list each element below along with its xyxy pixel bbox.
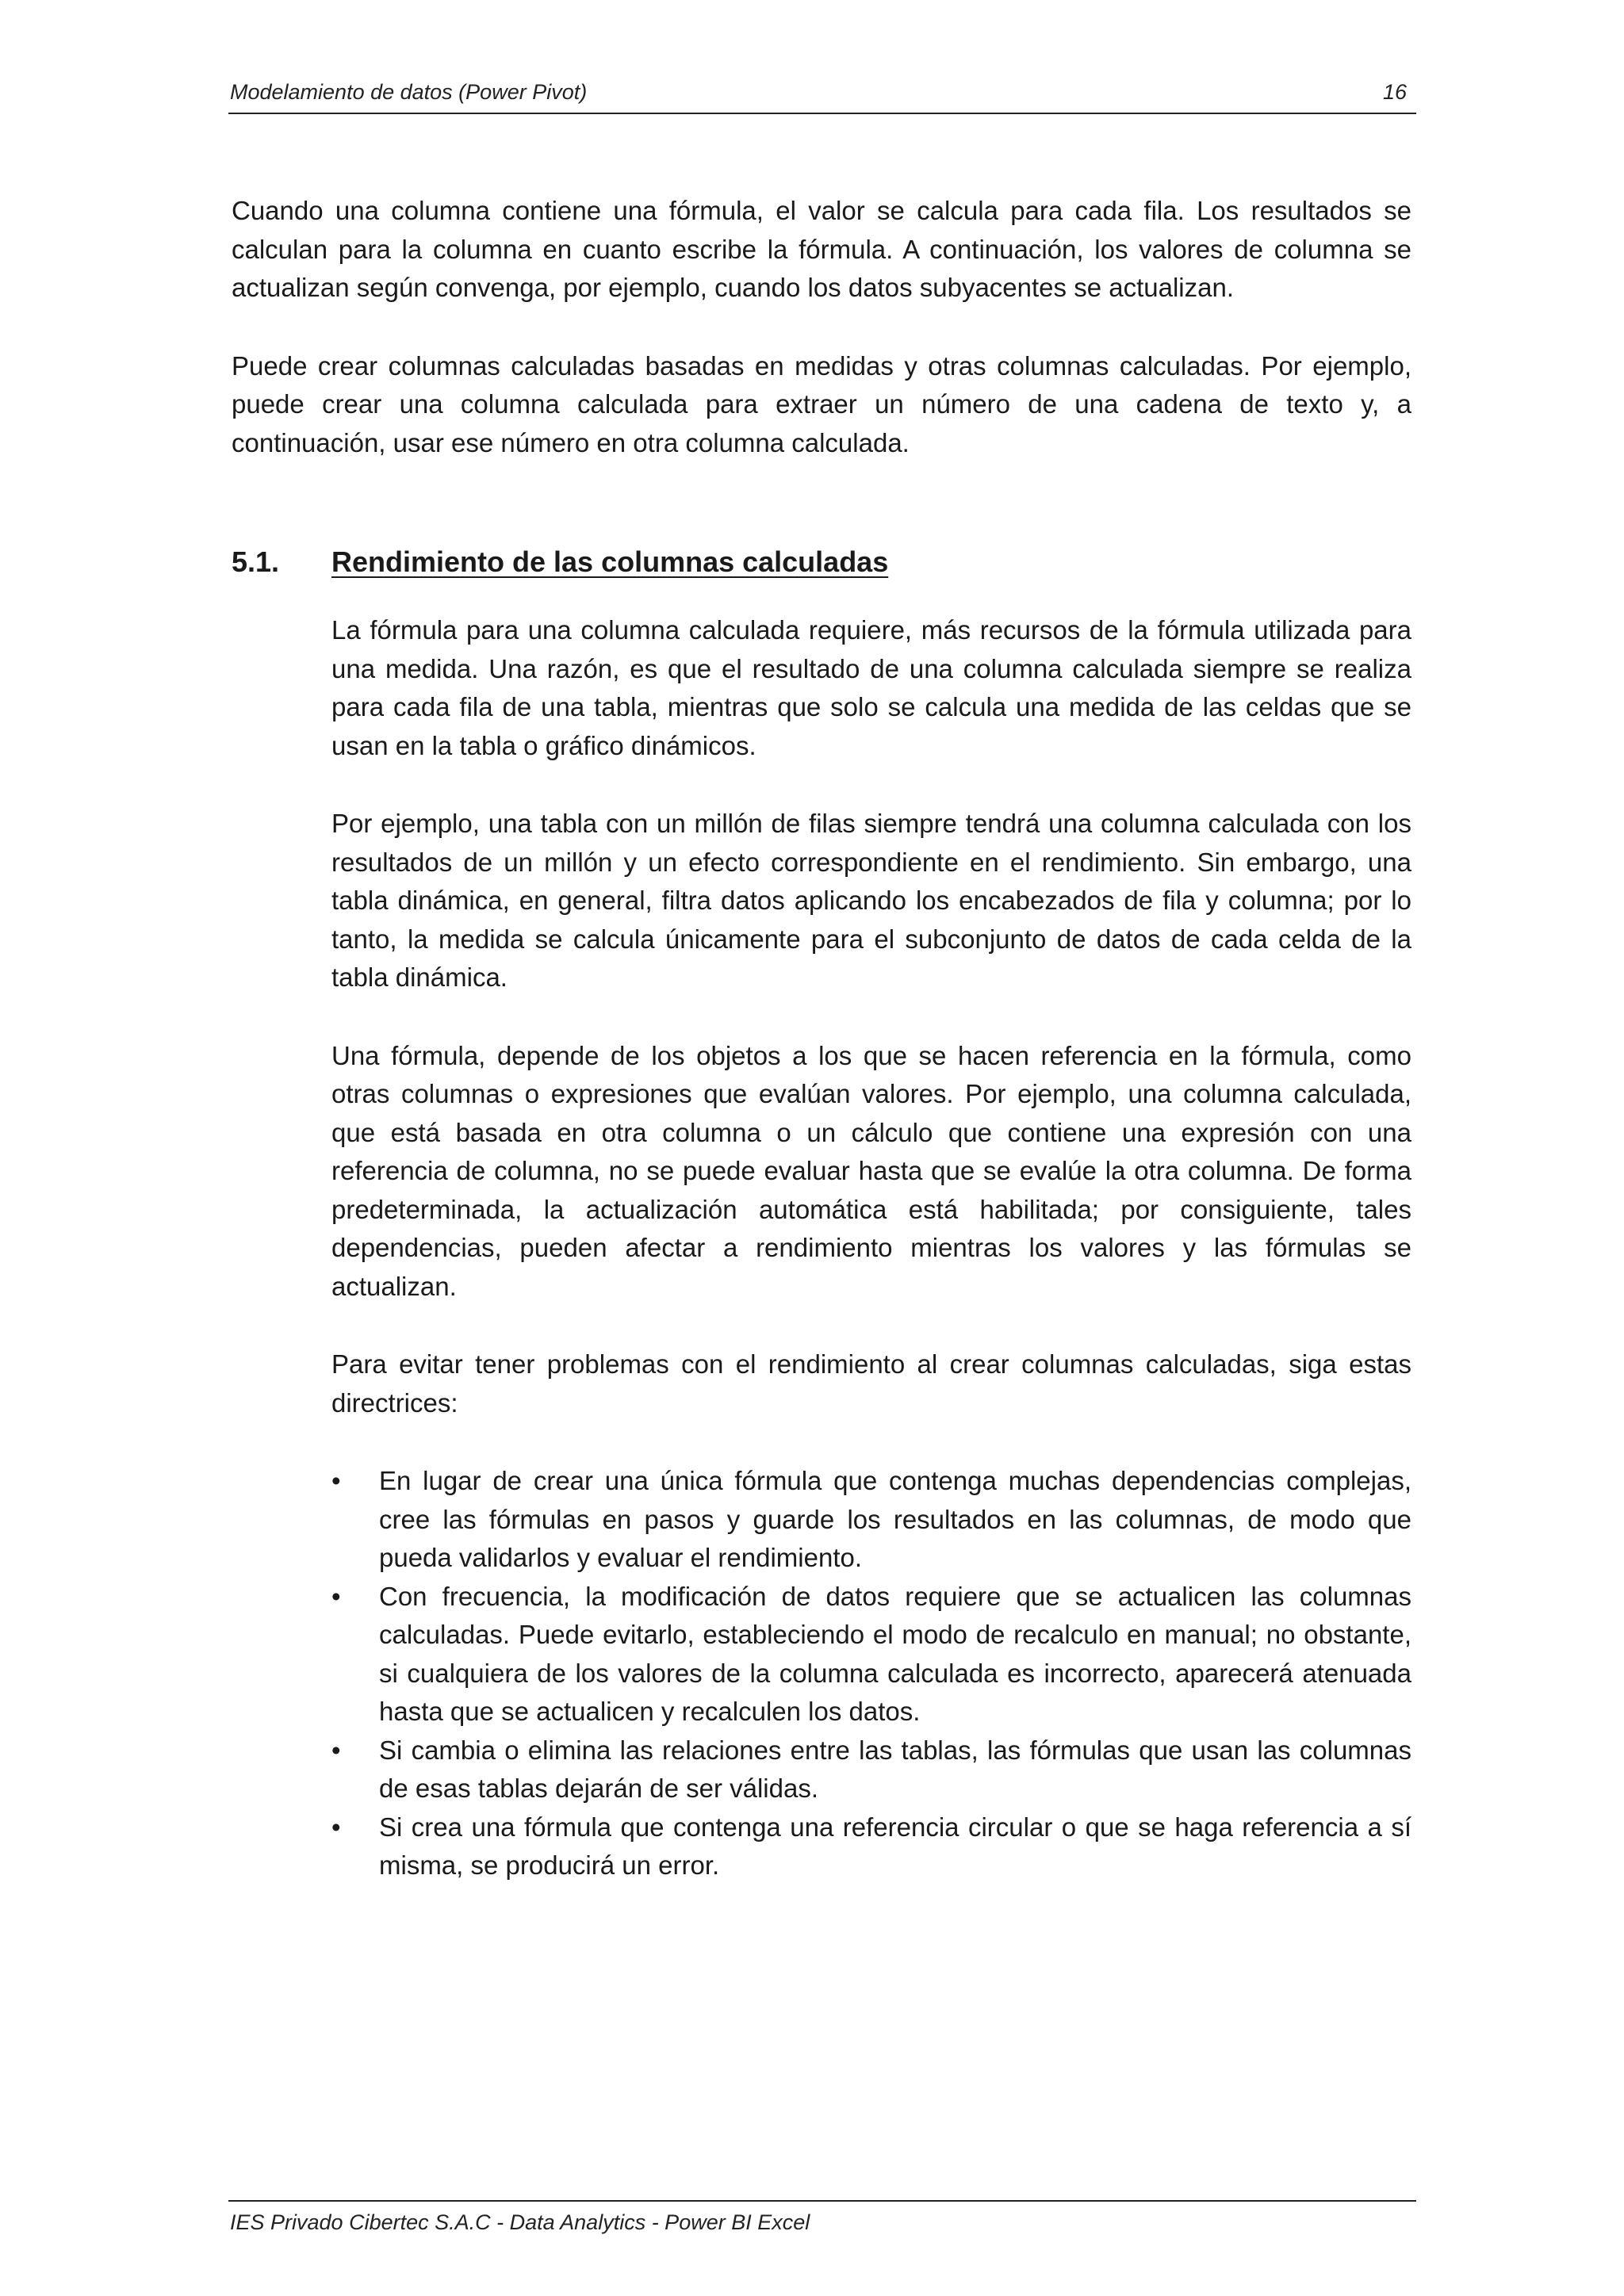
bullet-icon: •	[331, 1812, 341, 1842]
section-paragraph: La fórmula para una columna calculada requiere, más recursos de la fórmula utilizada para una medida. Una razón, es que el resultado de una columna calculada siempre se realiza para cada fila de una tabla, mientras que solo se calcula una medida de las celdas que se usan en la tabla o gráfico dinámicos.	[331, 615, 1411, 760]
bullet-icon: •	[331, 1466, 341, 1495]
section-title: Rendimiento de las columnas calculadas	[331, 545, 889, 578]
bullet-icon: •	[331, 1581, 341, 1611]
list-item-text: Si crea una fórmula que contenga una referencia circular o que se haga referencia a sí misma, se producirá un error.	[379, 1812, 1411, 1880]
section-heading	[232, 541, 1411, 583]
list-item-text: Con frecuencia, la modificación de datos requiere que se actualicen las columnas calculadas. Puede evitarlo, estableciendo el modo de recalculo en manual; no obstante, si cualquiera de los valores de la columna calculada es incorrecto, aparecerá atenuada hasta que se actualicen y recalculen los datos.	[379, 1581, 1411, 1726]
section-number: 5.1.	[232, 545, 280, 578]
page-footer	[228, 2200, 1416, 2237]
bullet-icon: •	[331, 1735, 341, 1765]
list-item	[331, 1808, 1411, 1885]
page-header	[228, 76, 1416, 114]
intro-paragraph: Cuando una columna contiene una fórmula, el valor se calcula para cada fila. Los resultados se calculan para la columna en cuanto escribe la fórmula. A continuación, los valores de columna se actualizan según convenga, por ejemplo, cuando los datos subyacentes se actualizan.	[232, 196, 1411, 302]
section-paragraph: Para evitar tener problemas con el rendimiento al crear columnas calculadas, siga estas directrices:	[331, 1349, 1411, 1418]
header-document-title: Modelamiento de datos (Power Pivot)	[230, 80, 588, 104]
list-item	[331, 1732, 1411, 1808]
section-paragraph: Por ejemplo, una tabla con un millón de filas siempre tendrá una columna calculada con los resultados de un millón y un efecto correspondiente en el rendimiento. Sin embargo, una tabla dinámica, en general, filtra datos aplicando los encabezados de fila y columna; por lo tanto, la medida se calcula únicamente para el subconjunto de datos de cada celda de la tabla dinámica.	[331, 809, 1411, 992]
guidelines-list	[331, 1462, 1411, 1885]
list-item	[331, 1578, 1411, 1732]
list-item-text: Si cambia o elimina las relaciones entre las tablas, las fórmulas que usan las columnas de esas tablas dejarán de ser válidas.	[379, 1735, 1411, 1803]
section-paragraph: Una fórmula, depende de los objetos a los que se hacen referencia en la fórmula, como otras columnas o expresiones que evalúan valores. Por ejemplo, una columna calculada, que está basada en otra columna o un cálculo que contiene una expresión con una referencia de columna, no se puede evaluar hasta que se evalúe la otra columna. De forma predeterminada, la actualización automática está habilitada; por consiguiente, tales dependencias, pueden afectar a rendimiento mientras los valores y las fórmulas se actualizan.	[331, 1040, 1411, 1301]
list-item	[331, 1462, 1411, 1578]
header-page-number: 16	[1382, 80, 1407, 104]
intro-paragraph: Puede crear columnas calculadas basadas en medidas y otras columnas calculadas. Por ejemplo, puede crear una columna calculada para extraer un número de una cadena de texto y, a continuación, usar ese número en otra columna calculada.	[232, 350, 1411, 457]
list-item-text: En lugar de crear una única fórmula que contenga muchas dependencias complejas, cree las fórmulas en pasos y guarde los resultados en las columnas, de modo que pueda validarlos y evaluar el rendimiento.	[379, 1466, 1411, 1572]
footer-text: IES Privado Cibertec S.A.C - Data Analytics - Power BI Excel	[230, 2210, 810, 2234]
page-content	[232, 192, 1411, 1885]
section-body	[331, 611, 1411, 1885]
